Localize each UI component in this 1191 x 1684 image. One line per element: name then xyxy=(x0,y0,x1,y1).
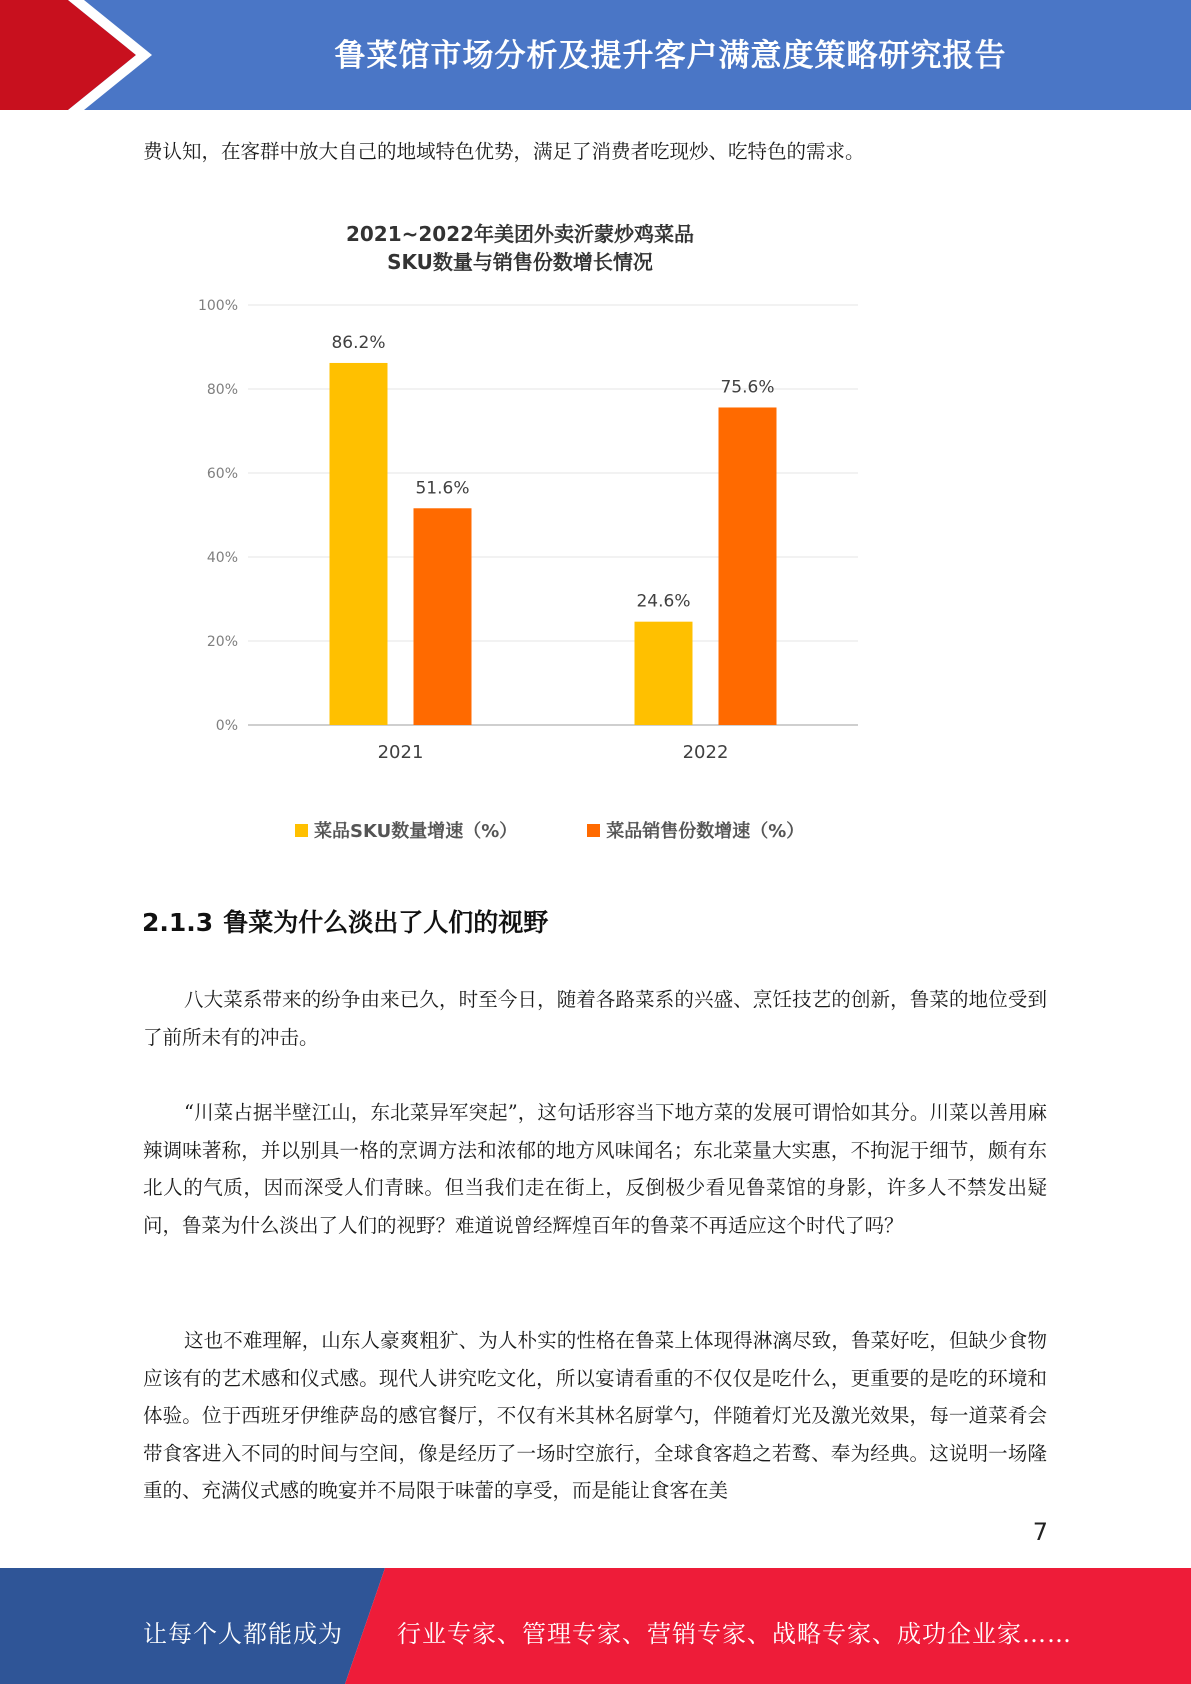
footer-slogan-right: 行业专家、管理专家、营销专家、战略专家、成功企业家…… xyxy=(397,1620,1072,1648)
x-tick-label: 2022 xyxy=(682,742,729,763)
legend-item-sales xyxy=(587,817,804,843)
legend-swatch-sku xyxy=(295,824,308,837)
data-label: 86.2% xyxy=(331,332,386,353)
chart-legend xyxy=(295,817,855,843)
page-footer xyxy=(0,1568,1191,1684)
footer-slogan-left: 让每个人都能成为 xyxy=(143,1620,343,1648)
chart-title-line2: SKU数量与销售份数增长情况 xyxy=(387,250,653,274)
data-label: 51.6% xyxy=(415,478,470,499)
section-heading xyxy=(142,903,548,939)
page-number: 7 xyxy=(1032,1518,1048,1546)
legend-label-sku: 菜品SKU数量增速（%） xyxy=(314,821,518,842)
bar xyxy=(330,363,388,725)
header-arrow-decoration xyxy=(0,0,160,110)
chart-plot xyxy=(170,205,870,805)
y-tick-label: 20% xyxy=(206,634,238,650)
paragraph-intro: 费认知，在客群中放大自己的地域特色优势，满足了消费者吃现炒、吃特色的需求。 xyxy=(143,140,865,163)
bar-chart xyxy=(170,205,870,855)
legend-item-sku xyxy=(295,817,517,843)
page-header xyxy=(0,0,1191,110)
paragraph-3: 这也不难理解，山东人豪爽粗犷、为人朴实的性格在鲁菜上体现得淋漓尽致，鲁菜好吃，但缺少食物应该有的艺术感和仪式感。现代人讲究吃文化，所以宴请看重的不仅仅是吃什么，更重要的是吃的环境和体验。位于西班牙伊维萨岛的感官餐厅，不仅有米其林名厨掌勺，伴随着灯光及激光效果，每一道菜肴会带食客进入不同的时间与空间，像是经历了一场时空旅行，全球食客趋之若鹜、奉为经典。这说明一场隆重的、充满仪式感的晚宴并不局限于味蕾的享受，而是能让食客在美 xyxy=(143,1329,1047,1502)
bar xyxy=(719,407,777,725)
data-label: 75.6% xyxy=(720,377,775,398)
legend-label-sales: 菜品销售份数增速（%） xyxy=(606,821,805,842)
bar xyxy=(414,508,472,725)
y-tick-label: 40% xyxy=(206,550,238,566)
report-title: 鲁菜馆市场分析及提升客户满意度策略研究报告 xyxy=(334,38,1007,74)
section-number: 2.1.3 xyxy=(142,908,214,937)
legend-swatch-sales xyxy=(587,824,600,837)
y-tick-label: 100% xyxy=(197,298,238,314)
y-tick-label: 0% xyxy=(215,718,238,734)
section-title: 鲁菜为什么淡出了人们的视野 xyxy=(223,908,549,937)
data-label: 24.6% xyxy=(636,591,691,612)
x-tick-label: 2021 xyxy=(377,742,424,763)
bar xyxy=(635,622,693,725)
chart-title-line1: 2021~2022年美团外卖沂蒙炒鸡菜品 xyxy=(345,222,695,246)
paragraph-1: 八大菜系带来的纷争由来已久，时至今日，随着各路菜系的兴盛、烹饪技艺的创新，鲁菜的地位受到了前所未有的冲击。 xyxy=(143,988,1047,1049)
y-tick-label: 80% xyxy=(206,382,238,398)
paragraph-2: “川菜占据半壁江山，东北菜异军突起”，这句话形容当下地方菜的发展可谓恰如其分。川菜以善用麻辣调味著称，并以别具一格的烹调方法和浓郁的地方风味闻名；东北菜量大实惠，不拘泥于细节，颇有东北人的气质，因而深受人们青睐。但当我们走在街上，反倒极少看见鲁菜馆的身影，许多人不禁发出疑问，鲁菜为什么淡出了人们的视野？难道说曾经辉煌百年的鲁菜不再适应这个时代了吗？ xyxy=(143,1101,1047,1237)
y-tick-label: 60% xyxy=(206,466,238,482)
